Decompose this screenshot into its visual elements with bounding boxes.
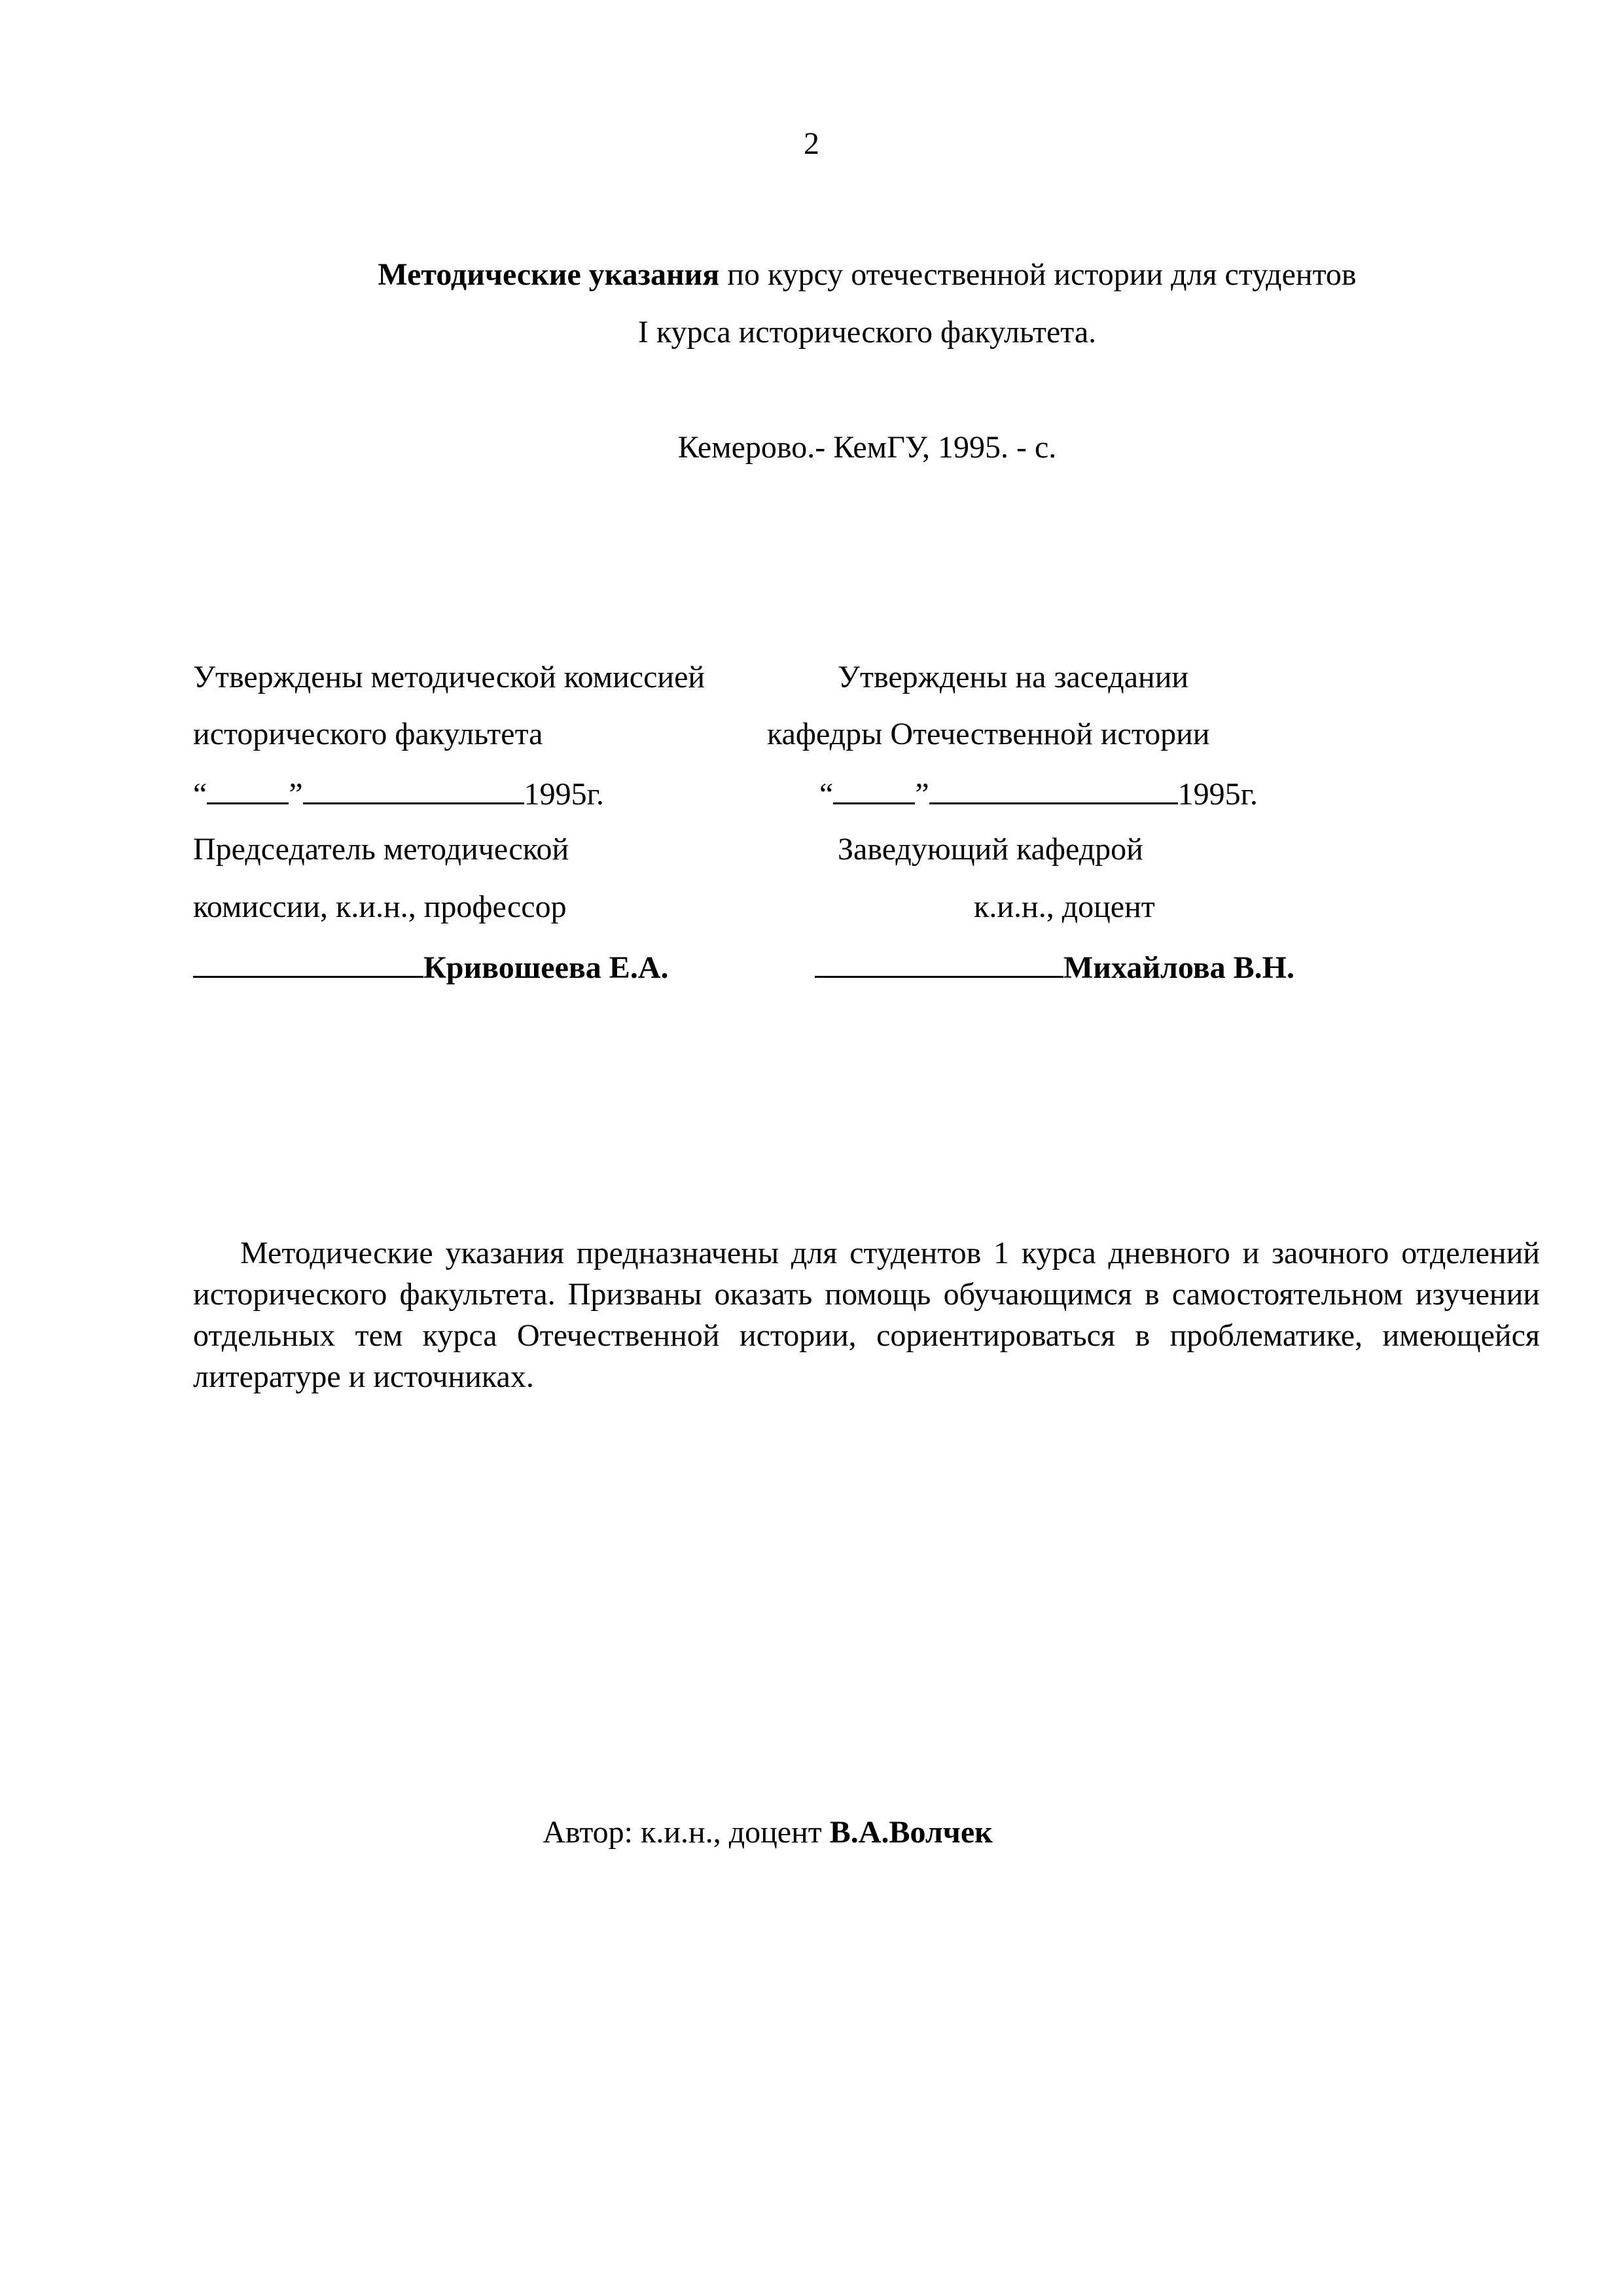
left-approval-date bbox=[193, 774, 604, 813]
right-day-blank bbox=[833, 774, 915, 804]
page-number: 2 bbox=[804, 126, 819, 161]
left-signature-blank bbox=[193, 947, 423, 978]
left-date-close-quote: ” bbox=[289, 777, 303, 812]
title-bold: Методические указания bbox=[378, 257, 720, 292]
title-line-1 bbox=[0, 257, 1623, 293]
right-date-close-quote: ” bbox=[915, 777, 929, 812]
right-signature bbox=[815, 947, 1294, 986]
author-line bbox=[0, 1814, 1535, 1851]
left-month-blank bbox=[303, 774, 524, 804]
left-approval-line-1: Утверждены методической комиссией bbox=[193, 660, 705, 694]
right-month-blank bbox=[929, 774, 1178, 804]
left-approval-line-5: комиссии, к.и.н., профессор bbox=[193, 889, 567, 924]
right-approval-line-1: Утверждены на заседании bbox=[838, 660, 1189, 694]
right-date-year: 1995г. bbox=[1177, 777, 1258, 812]
right-approval-line-2: кафедры Отечественной истории bbox=[767, 717, 1210, 751]
right-signature-blank bbox=[815, 947, 1063, 978]
left-date-year: 1995г. bbox=[524, 777, 604, 812]
right-signatory: Михайлова В.Н. bbox=[1063, 950, 1294, 985]
author-label: Автор: к.и.н., доцент bbox=[543, 1815, 830, 1850]
left-date-open-quote: “ bbox=[193, 777, 207, 812]
left-signatory: Кривошеева Е.А. bbox=[423, 950, 669, 985]
right-approval-date bbox=[819, 774, 1258, 813]
title-rest: по курсу отечественной истории для студентов bbox=[719, 257, 1357, 292]
abstract-paragraph: Методические указания предназначены для студентов 1 курса дневного и заочного отделений исторического факультета. Призваны оказать помощь обучающимся в самостоятельном изучении отдельных тем курса Отечественной истории, сориентироваться в проблематике, имеющейся литературе и источниках. bbox=[193, 1236, 1540, 1394]
left-day-blank bbox=[207, 774, 289, 804]
author-name: В.А.Волчек bbox=[829, 1815, 993, 1850]
left-approval-line-2: исторического факультета bbox=[193, 717, 543, 751]
title-line-2: I курса исторического факультета. bbox=[637, 315, 1097, 350]
imprint: Кемерово.- КемГУ, 1995. - с. bbox=[677, 430, 1057, 465]
left-signature bbox=[193, 947, 668, 986]
right-approval-line-4: Заведующий кафедрой bbox=[838, 832, 1143, 867]
right-approval-line-5: к.и.н., доцент bbox=[974, 889, 1155, 924]
right-date-open-quote: “ bbox=[819, 777, 834, 812]
left-approval-line-4: Председатель методической bbox=[193, 832, 569, 867]
